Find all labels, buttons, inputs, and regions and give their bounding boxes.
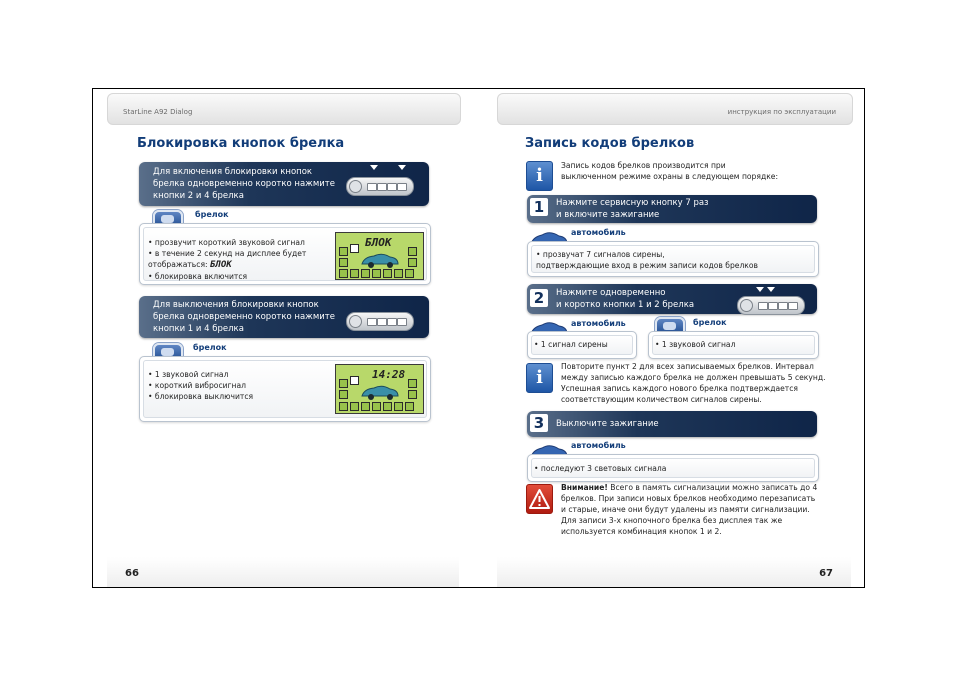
step-2-fob-box	[648, 331, 819, 359]
car-icon	[360, 383, 400, 401]
unlock-icon	[350, 376, 359, 385]
warning-line: брелков. При записи новых брелков необходимо перезаписать	[561, 494, 816, 503]
lcd-status-icon	[339, 247, 348, 256]
unlock-banner	[139, 296, 429, 338]
right-header-text: инструкция по эксплуатации	[727, 108, 836, 116]
car-tag: автомобиль	[571, 441, 626, 450]
lcd-status-icon	[339, 258, 348, 267]
lock-bullet: отображаться:	[148, 260, 208, 269]
step-1-line: и включите зажигание	[556, 210, 660, 220]
press-marker-icon	[767, 287, 775, 292]
lock-fob-tag: брелок	[195, 210, 229, 219]
car-icon	[360, 251, 400, 269]
manual-spread	[92, 88, 865, 588]
step-1-bullet: • прозвучат 7 сигналов сирены,	[536, 250, 665, 259]
warning-line: Для записи 3-х кнопочного брелка без дисплея так же	[561, 516, 783, 525]
step-1-line: Нажмите сервисную кнопку 7 раз	[556, 198, 709, 208]
left-header	[107, 93, 461, 125]
car-tag: автомобиль	[571, 228, 626, 237]
fob-icon	[737, 296, 805, 315]
car-tag: автомобиль	[571, 319, 626, 328]
warning-label: Внимание!	[561, 483, 608, 492]
left-footer	[107, 557, 459, 587]
lock-banner	[139, 162, 429, 206]
press-marker-icon	[756, 287, 764, 292]
page-number-right: 67	[819, 568, 833, 579]
step-2-number: 2	[530, 289, 548, 307]
unlock-bullet: • 1 звуковой сигнал	[148, 370, 229, 379]
lock-banner-line: кнопки 2 и 4 брелка	[153, 191, 244, 201]
warning-line: используется комбинация кнопок 1 и 2.	[561, 527, 722, 536]
lock-banner-line: Для включения блокировки кнопок	[153, 167, 313, 177]
step-2-fob-bullet: • 1 звуковой сигнал	[655, 340, 736, 349]
step-2-line: и коротко кнопки 1 и 2 брелка	[556, 300, 695, 310]
step-1-banner	[527, 195, 817, 223]
info-icon: i	[526, 363, 553, 393]
step-3-bullet: • последуют 3 световых сигнала	[534, 464, 667, 473]
lcd-status-icon	[408, 258, 417, 267]
unlock-banner-line: Для выключения блокировки кнопок	[153, 300, 319, 310]
right-page-title: Запись кодов брелков	[525, 136, 695, 151]
fob-tag: брелок	[693, 318, 727, 327]
step-2-car-box	[527, 331, 637, 359]
intro-line: выключенном режиме охраны в следующем порядке:	[561, 172, 779, 181]
step-1-number: 1	[530, 198, 548, 216]
page-number-left: 66	[125, 568, 139, 579]
note-line: соответствующим количеством сигналов сирены.	[561, 395, 762, 404]
lock-banner-line: брелка одновременно коротко нажмите	[153, 179, 335, 189]
left-header-text: StarLine A92 Dialog	[123, 108, 193, 116]
warning-line: Всего в память сигнализации можно записать до 4	[607, 483, 818, 492]
step-3-text: Выключите зажигание	[556, 419, 659, 429]
lock-result-box	[139, 223, 431, 285]
lcd-inline-text: БЛОК	[210, 260, 232, 270]
step-2-line: Нажмите одновременно	[556, 288, 666, 298]
lcd-status-icon	[408, 247, 417, 256]
lock-bullet: • блокировка включится	[148, 272, 248, 281]
note-line: между записью каждого брелка не должен превышать 5 секунд.	[561, 373, 826, 382]
step-2-car-bullet: • 1 сигнал сирены	[534, 340, 608, 349]
step-3-result-box	[527, 454, 819, 482]
info-icon: i	[526, 161, 553, 191]
note-line: Успешная запись каждого нового брелка подтверждается	[561, 384, 798, 393]
lcd-text: БЛОК	[365, 236, 392, 249]
lcd-display	[335, 364, 424, 414]
step-2-banner	[527, 284, 817, 314]
step-3-banner	[527, 411, 817, 437]
lcd-clock-text: 14:28	[372, 368, 406, 381]
unlock-bullet: • короткий вибросигнал	[148, 381, 247, 390]
right-footer	[497, 557, 851, 587]
note-line: Повторите пункт 2 для всех записываемых брелков. Интервал	[561, 362, 814, 371]
warning-icon	[526, 484, 553, 514]
press-marker-icon	[370, 165, 378, 170]
left-page-title: Блокировка кнопок брелка	[137, 136, 345, 151]
unlock-banner-line: кнопки 1 и 4 брелка	[153, 324, 244, 334]
step-1-bullet: подтверждающие вход в режим записи кодов брелков	[536, 261, 759, 270]
fob-icon	[346, 312, 414, 331]
lcd-display	[335, 232, 424, 280]
right-header	[497, 93, 853, 125]
warning-line: и старые, иначе они будут удалены из памяти сигнализации.	[561, 505, 810, 514]
press-marker-icon	[398, 165, 406, 170]
unlock-result-box	[139, 356, 431, 422]
unlock-fob-tag: брелок	[193, 343, 227, 352]
lock-bullet: • прозвучит короткий звуковой сигнал	[148, 238, 305, 247]
lock-icon	[350, 244, 359, 253]
fob-icon	[346, 177, 414, 196]
intro-line: Запись кодов брелков производится при	[561, 161, 726, 170]
lock-bullet: • в течение 2 секунд на дисплее будет	[148, 249, 307, 258]
step-1-result-box	[527, 241, 819, 277]
step-3-number: 3	[530, 414, 548, 432]
unlock-bullet: • блокировка выключится	[148, 392, 254, 401]
unlock-banner-line: брелка одновременно коротко нажмите	[153, 312, 335, 322]
